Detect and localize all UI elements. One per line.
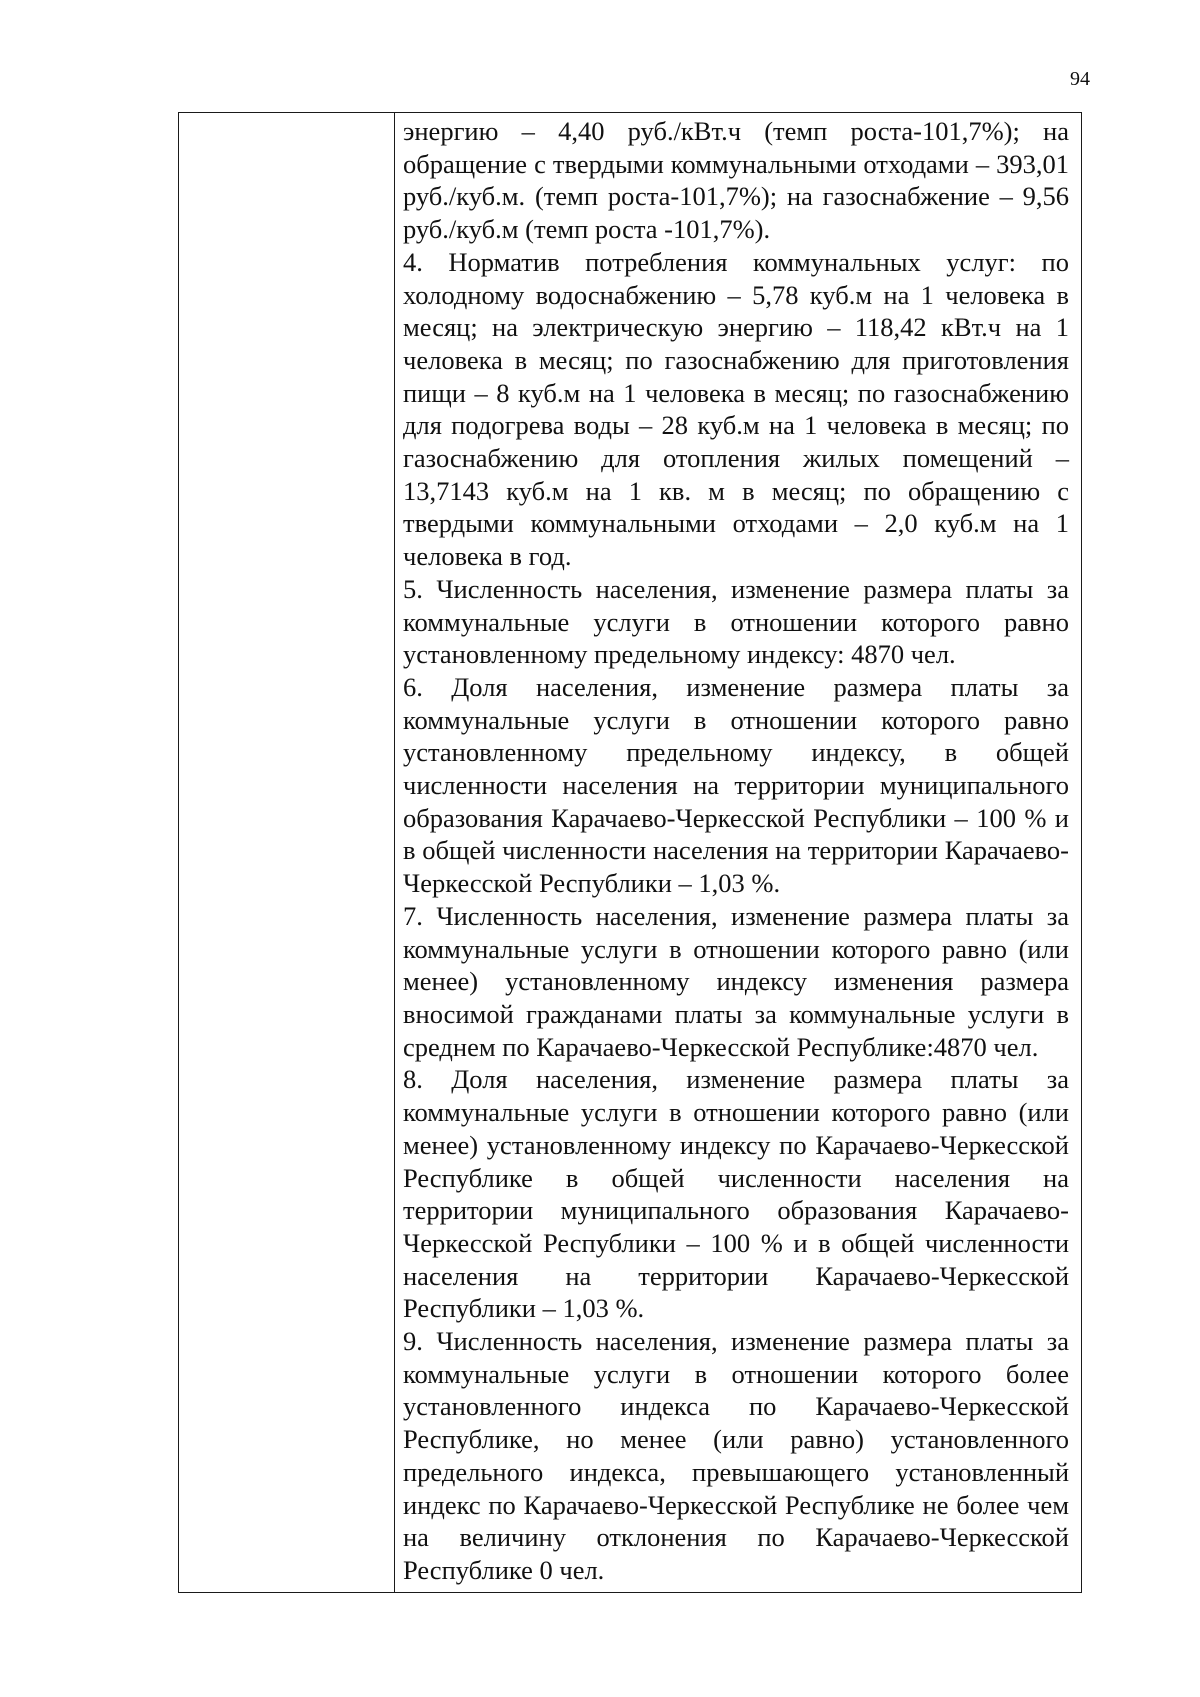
- paragraph-share-equal-limit: 6. Доля населения, изменение размера платы за коммунальные услуги в отношении которого равно установленному предельному индексу, в общей численности населения на территории муниципального образования Карачаево-Черкесской Республики – 100 % и в общей численности населения на территории Карачаево-Черкесской Республики – 1,03 %.: [403, 671, 1069, 899]
- paragraph-population-above-index: 9. Численность населения, изменение размера платы за коммунальные услуги в отношении которого более установленного индекса по Карачаево-Черкесской Республике, но менее (или равно) установленного предельного индекса, превышающего установленный индекс по Карачаево-Черкесской Республике не более чем на величину отклонения по Карачаево-Черкесской Республике 0 чел.: [403, 1326, 1069, 1585]
- page-number: 94: [1070, 68, 1090, 90]
- paragraph-population-equal-limit: 5. Численность населения, изменение размера платы за коммунальные услуги в отношении которого равно установленному предельному индексу: 4870 чел.: [403, 573, 1069, 670]
- left-column-cell: [179, 113, 395, 1592]
- right-column-cell: [395, 113, 1081, 1592]
- content-table: [178, 112, 1082, 1593]
- paragraph-population-equal-or-less: 7. Численность населения, изменение размера платы за коммунальные услуги в отношении которого равно (или менее) установленному индексу изменения размера вносимой гражданами платы за коммунальные услуги в среднем по Карачаево-Черкесской Республике:4870 чел.: [403, 900, 1069, 1062]
- paragraph-tariffs-continued: энергию – 4,40 руб./кВт.ч (темп роста-101,7%); на обращение с твердыми коммунальными отходами – 393,01 руб./куб.м. (темп роста-101,7%); на газоснабжение – 9,56 руб./куб.м (темп роста -101,7%).: [403, 116, 1069, 245]
- paragraph-consumption-norms: 4. Норматив потребления коммунальных услуг: по холодному водоснабжению – 5,78 куб.м на 1 человека в месяц; на электрическую энергию – 118,42 кВт.ч на 1 человека в месяц; по газоснабжению для приготовления пищи – 8 куб.м на 1 человека в месяц; по газоснабжению для подогрева воды – 28 куб.м на 1 человека в месяц; по газоснабжению для отопления жилых помещений – 13,7143 куб.м на 1 кв. м в месяц; по обращению с твердыми коммунальными отходами – 2,0 куб.м на 1 человека в год.: [403, 246, 1069, 572]
- paragraph-share-equal-or-less: 8. Доля населения, изменение размера платы за коммунальные услуги в отношении которого равно (или менее) установленному индексу по Карачаево-Черкесской Республике в общей численности населения на территории муниципального образования Карачаево-Черкесской Республики – 100 % и в общей численности населения на территории Карачаево-Черкесской Республики – 1,03 %.: [403, 1064, 1069, 1324]
